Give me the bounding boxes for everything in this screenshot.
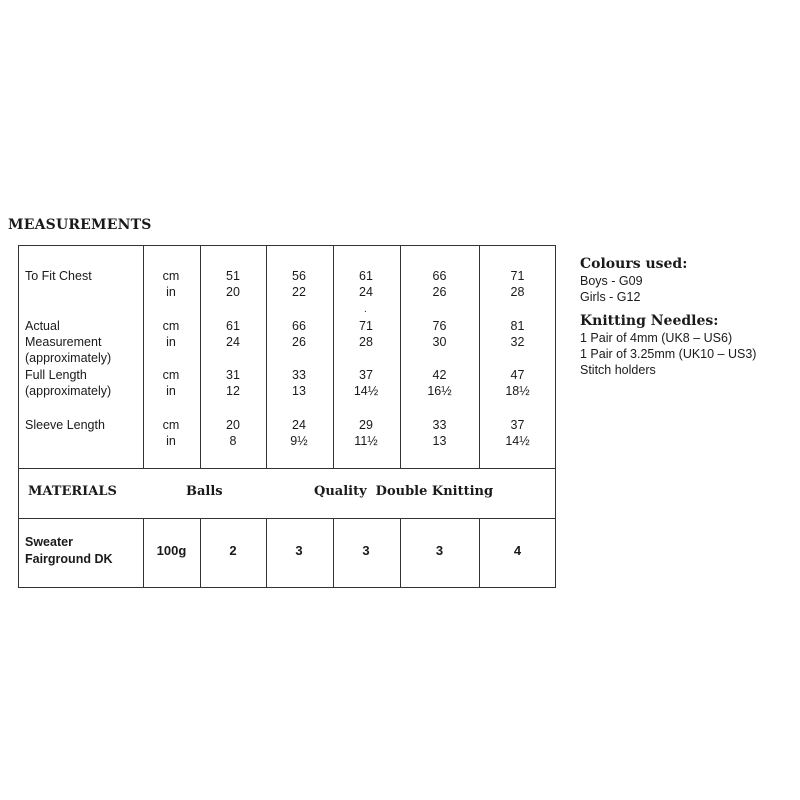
table-cell: 42 bbox=[432, 368, 447, 382]
table-cell: 66 bbox=[292, 319, 306, 333]
row-label-chest: To Fit Chest bbox=[25, 269, 92, 283]
row-divider bbox=[19, 518, 555, 519]
table-cell: 12 bbox=[226, 384, 240, 398]
table-cell: 14½ bbox=[353, 384, 379, 398]
table-cell: 47 bbox=[510, 368, 525, 382]
unit-in: in bbox=[166, 285, 176, 299]
table-cell: 37 bbox=[510, 418, 525, 432]
table-cell: 31 bbox=[226, 368, 240, 382]
unit-in: in bbox=[166, 384, 176, 398]
measurements-table bbox=[18, 245, 556, 588]
table-cell: 26 bbox=[432, 285, 447, 299]
row-label-actual: (approximately) bbox=[25, 351, 112, 365]
unit-cm: cm bbox=[162, 319, 180, 333]
quality-label: Quality Double Knitting bbox=[314, 484, 494, 499]
unit-cm: cm bbox=[162, 368, 180, 382]
table-cell: 30 bbox=[432, 335, 447, 349]
stray-mark: . bbox=[364, 304, 367, 315]
balls-label: Balls bbox=[186, 484, 223, 499]
table-cell: 56 bbox=[292, 269, 306, 283]
row-label-sleeve: Sleeve Length bbox=[25, 418, 105, 432]
table-cell: 16½ bbox=[427, 384, 452, 398]
row-label-actual: Actual bbox=[25, 319, 60, 333]
table-cell: 51 bbox=[226, 269, 240, 283]
table-cell: 24 bbox=[226, 335, 240, 349]
row-label-length: Full Length bbox=[25, 368, 87, 382]
table-cell: 20 bbox=[226, 285, 240, 299]
table-cell: 61 bbox=[226, 319, 240, 333]
row-label-length: (approximately) bbox=[25, 384, 112, 398]
table-cell: 37 bbox=[359, 368, 373, 382]
colours-heading: Colours used: bbox=[580, 256, 688, 272]
table-cell: 8 bbox=[229, 434, 237, 448]
colour-item: Boys - G09 bbox=[580, 274, 643, 288]
info-panel bbox=[580, 255, 795, 378]
material-item-line: Sweater bbox=[25, 535, 73, 549]
table-cell: 18½ bbox=[505, 384, 530, 398]
table-cell: 32 bbox=[510, 335, 525, 349]
table-cell: 81 bbox=[510, 319, 525, 333]
table-cell: 22 bbox=[292, 285, 306, 299]
table-cell: 61 bbox=[359, 269, 373, 283]
material-weight: 100g bbox=[156, 543, 187, 558]
unit-cm: cm bbox=[162, 418, 180, 432]
table-cell: 14½ bbox=[505, 434, 530, 448]
table-cell: 24 bbox=[292, 418, 306, 432]
table-cell: 76 bbox=[432, 319, 447, 333]
needle-item: 1 Pair of 3.25mm (UK10 – US3) bbox=[580, 347, 757, 361]
needle-item: Stitch holders bbox=[580, 363, 656, 377]
table-cell: 24 bbox=[359, 285, 373, 299]
table-cell: 33 bbox=[292, 368, 306, 382]
page-title: MEASUREMENTS bbox=[8, 217, 152, 233]
ball-count: 2 bbox=[229, 543, 237, 558]
table-cell: 71 bbox=[359, 319, 373, 333]
table-cell: 66 bbox=[432, 269, 447, 283]
table-cell: 33 bbox=[432, 418, 447, 432]
needles-heading: Knitting Needles: bbox=[580, 313, 719, 329]
needle-item: 1 Pair of 4mm (UK8 – US6) bbox=[580, 331, 733, 345]
unit-in: in bbox=[166, 335, 176, 349]
row-label-actual: Measurement bbox=[25, 335, 102, 349]
table-cell: 71 bbox=[510, 269, 525, 283]
table-cell: 13 bbox=[432, 434, 447, 448]
ball-count: 4 bbox=[513, 543, 522, 558]
material-item-line: Fairground DK bbox=[25, 552, 113, 566]
table-cell: 26 bbox=[292, 335, 306, 349]
table-cell: 28 bbox=[359, 335, 373, 349]
row-divider bbox=[19, 468, 555, 469]
unit-in: in bbox=[166, 434, 176, 448]
colour-item: Girls - G12 bbox=[580, 290, 641, 304]
table-cell: 20 bbox=[226, 418, 240, 432]
ball-count: 3 bbox=[295, 543, 303, 558]
table-cell: 29 bbox=[359, 418, 373, 432]
table-cell: 28 bbox=[510, 285, 525, 299]
table-cell: 11½ bbox=[354, 434, 378, 448]
material-item-name bbox=[25, 534, 113, 568]
ball-count: 3 bbox=[362, 543, 370, 558]
unit-cm: cm bbox=[162, 269, 180, 283]
ball-count: 3 bbox=[435, 543, 444, 558]
table-cell: 13 bbox=[292, 384, 306, 398]
table-cell: 9½ bbox=[290, 434, 308, 448]
materials-heading: MATERIALS bbox=[28, 484, 117, 499]
